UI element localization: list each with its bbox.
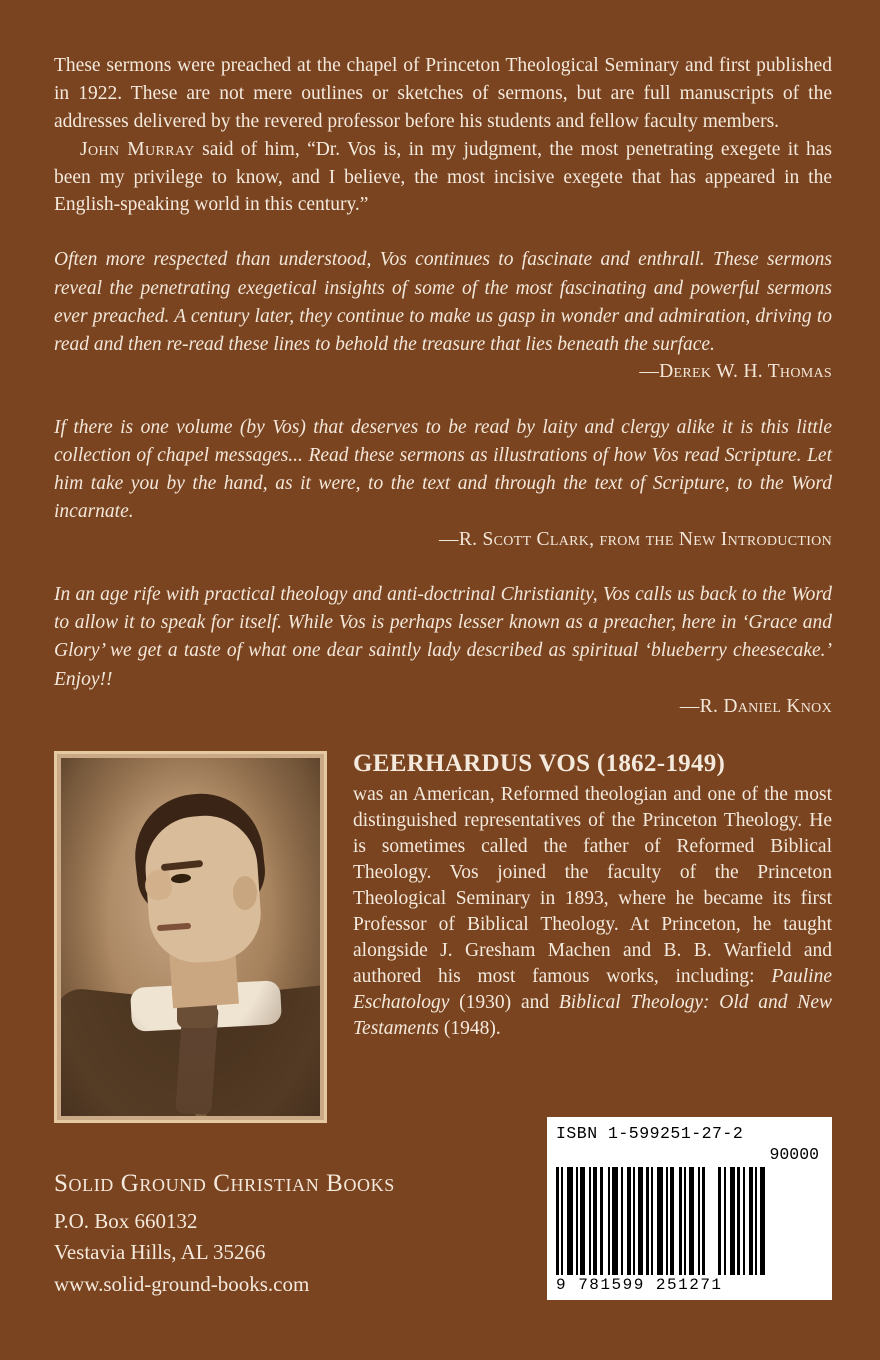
endorsement-1-text: Often more respected than understood, Vos continues to fascinate and enthrall. These sermons reveal the penetrating exegetical insights of some of the most fascinating and powerful sermons ever preached. A century later, they continue to make us gasp in wonder and admiration, driving to read and then re-read these lines to behold the treasure that lies beneath the surface. xyxy=(54,249,832,356)
endorsement-3 xyxy=(54,581,832,721)
blurb-paragraph-2 xyxy=(54,136,832,220)
barcode-block xyxy=(547,1117,832,1300)
author-bio xyxy=(327,747,832,1042)
author-bio-part-2: (1930) and xyxy=(449,991,559,1013)
endorsement-2 xyxy=(54,414,832,554)
barcode-digits: 9 781599 251271 xyxy=(556,1276,723,1294)
endorsement-3-text: In an age rife with practical theology and anti-doctrinal Christianity, Vos calls us back to the Word to allow it to speak for itself. While Vos is perhaps lesser known as a preacher, here in ‘Grace and Glory’ we get a taste of what one dear saintly lady described as spiritual ‘blueberry cheesecake.’ Enjoy!! xyxy=(54,583,832,690)
publisher-name: Solid Ground Christian Books xyxy=(54,1170,395,1197)
publisher-block xyxy=(54,1165,395,1300)
author-bio-part-3: (1948). xyxy=(438,1017,501,1039)
endorsement-2-text: If there is one volume (by Vos) that deserves to be read by laity and clergy alike it is this little collection of chapel messages... Read these sermons as illustrations of how Vos read Scripture. Let him take you by the hand, as it were, to the text and through the text of Scripture, to the Word incarnate. xyxy=(54,416,832,523)
author-name-line xyxy=(353,747,832,780)
author-bio-part-1: was an American, Reformed theologian and one of the most distinguished representatives of the Princeton Theology. He is sometimes called the father of Reformed Biblical Theology. Vos joined the faculty of the Princeton Theological Seminary in 1893, where he became its first Professor of Biblical Theology. At Princeton, he taught alongside J. Gresham Machen and B. B. Warfield and authored his most famous works, including: xyxy=(353,783,832,987)
john-murray-name: John Murray xyxy=(80,138,195,160)
barcode-group-main xyxy=(556,1167,705,1275)
publisher-website: www.solid-ground-books.com xyxy=(54,1271,310,1296)
barcode-bar xyxy=(760,1167,765,1275)
blurb-paragraph-1: These sermons were preached at the chapel of Princeton Theological Seminary and first published in 1922. These are not mere outlines or sketches of sermons, but are full manuscripts of the addresses delivered by the revered professor before his students and fellow faculty members. xyxy=(54,55,832,132)
isbn-text: ISBN 1-599251-27-2 xyxy=(556,1124,744,1143)
blurb-section xyxy=(54,52,832,219)
author-portrait-frame xyxy=(54,751,327,1123)
author-work-1: Pauline Eschatology xyxy=(353,965,832,1013)
publisher-city: Vestavia Hills, AL 35266 xyxy=(54,1240,266,1264)
author-portrait xyxy=(61,758,320,1116)
endorsement-2-attribution: —R. Scott Clark, from the New Introduction xyxy=(439,528,832,550)
author-section xyxy=(54,751,832,1123)
price-code: 90000 xyxy=(769,1145,819,1164)
endorsement-3-attribution: —R. Daniel Knox xyxy=(679,695,832,717)
footer-section xyxy=(54,1117,832,1300)
barcode-group-addon xyxy=(718,1167,765,1275)
endorsement-1-attribution: —Derek W. H. Thomas xyxy=(639,361,832,383)
publisher-po-box: P.O. Box 660132 xyxy=(54,1208,198,1233)
blurb-paragraph-2-rest: said of him, “Dr. Vos is, in my judgment, the most penetrating exegete it has been my privilege to know, and I believe, the most incisive exegete that has appeared in the English-speaking world in this century.” xyxy=(54,138,832,216)
portrait-vignette xyxy=(61,758,320,1116)
barcode-gap xyxy=(705,1167,718,1275)
author-dates: (1862-1949) xyxy=(596,750,726,778)
author-name: GEERHARDUS VOS xyxy=(353,750,591,778)
author-work-2: Biblical Theology: Old and New Testaments xyxy=(353,991,832,1039)
endorsement-1 xyxy=(54,246,832,386)
barcode-bars xyxy=(556,1167,823,1275)
